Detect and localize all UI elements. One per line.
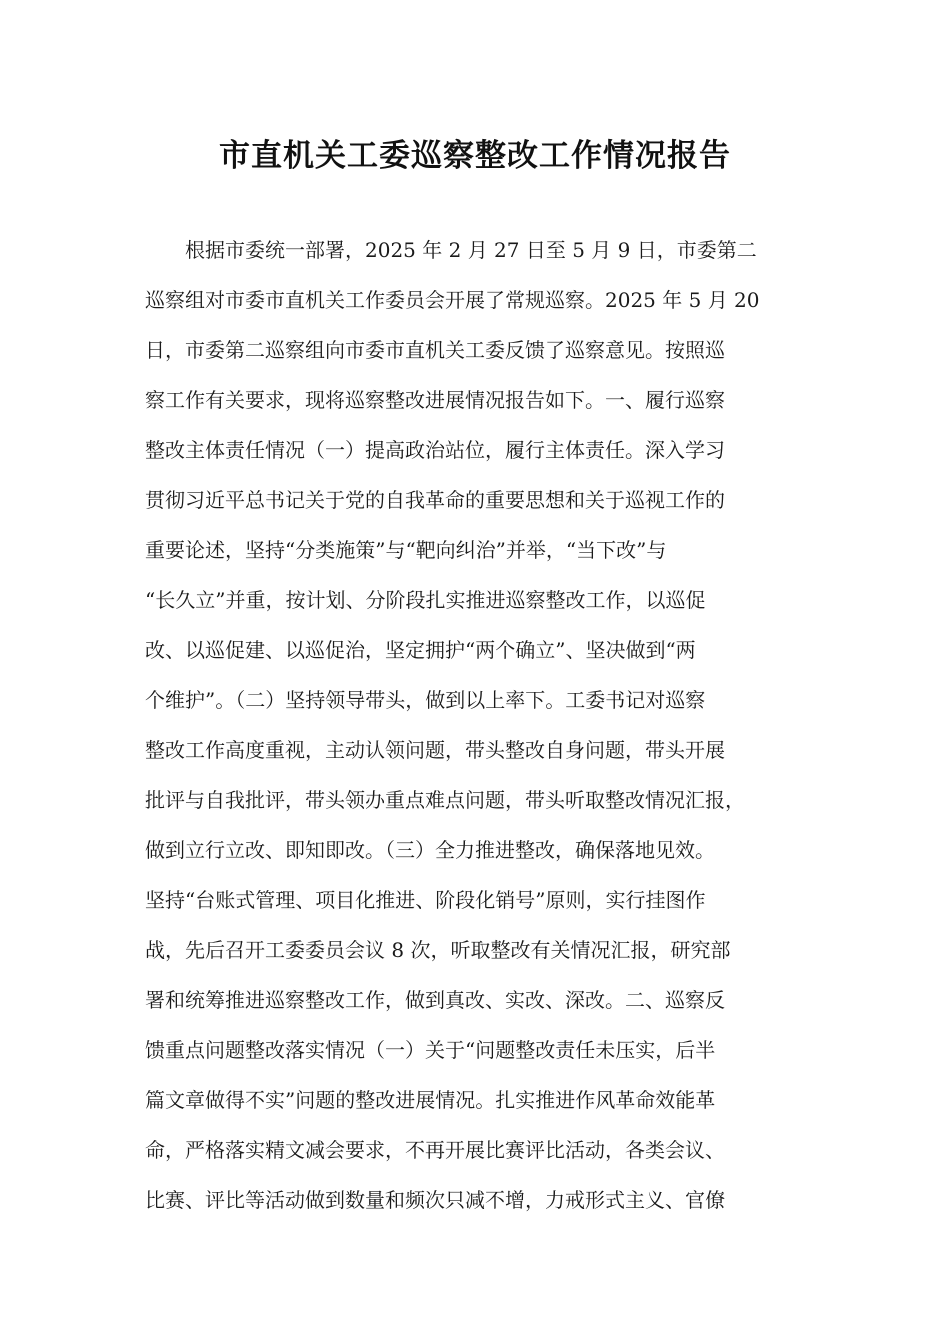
body-line: 命，严格落实精文减会要求，不再开展比赛评比活动，各类会议、	[145, 1138, 725, 1162]
body-line: 贯彻习近平总书记关于党的自我革命的重要思想和关于巡视工作的	[145, 488, 725, 512]
body-line: 整改工作高度重视，主动认领问题，带头整改自身问题，带头开展	[145, 738, 725, 762]
body-line: 巡察组对市委市直机关工作委员会开展了常规巡察。2025 年 5 月 20	[145, 288, 760, 312]
body-line: 个维护”。（二）坚持领导带头，做到以上率下。工委书记对巡察	[145, 688, 706, 712]
body-line: 篇文章做得不实”问题的整改进展情况。扎实推进作风革命效能革	[145, 1088, 716, 1112]
body-line: 战，先后召开工委委员会议 8 次，听取整改有关情况汇报，研究部	[145, 938, 731, 962]
body-line: “长久立”并重，按计划、分阶段扎实推进巡察整改工作，以巡促	[145, 588, 706, 612]
body-line: 坚持“台账式管理、项目化推进、阶段化销号”原则，实行挂图作	[145, 888, 706, 912]
body-line: 察工作有关要求，现将巡察整改进展情况报告如下。一、履行巡察	[145, 388, 725, 412]
body-line: 批评与自我批评，带头领办重点难点问题，带头听取整改情况汇报，	[145, 788, 745, 812]
body-line: 根据市委统一部署，2025 年 2 月 27 日至 5 月 9 日，市委第二	[145, 238, 757, 262]
body-line: 整改主体责任情况（一）提高政治站位，履行主体责任。深入学习	[145, 438, 725, 462]
body-line: 署和统筹推进巡察整改工作，做到真改、实改、深改。二、巡察反	[145, 988, 725, 1012]
body-line: 比赛、评比等活动做到数量和频次只减不增，力戒形式主义、官僚	[145, 1188, 725, 1212]
document-body	[145, 230, 825, 1230]
body-line: 馈重点问题整改落实情况（一）关于“问题整改责任未压实，后半	[145, 1038, 716, 1062]
body-line: 日，市委第二巡察组向市委市直机关工委反馈了巡察意见。按照巡	[145, 338, 725, 362]
document-title: 市直机关工委巡察整改工作情况报告	[219, 138, 731, 174]
body-line: 改、以巡促建、以巡促治，坚定拥护“两个确立”、坚决做到“两	[145, 638, 696, 662]
body-line: 做到立行立改、即知即改。（三）全力推进整改，确保落地见效。	[145, 838, 715, 862]
body-line: 重要论述，坚持“分类施策”与“靶向纠治”并举，“当下改”与	[145, 538, 667, 562]
